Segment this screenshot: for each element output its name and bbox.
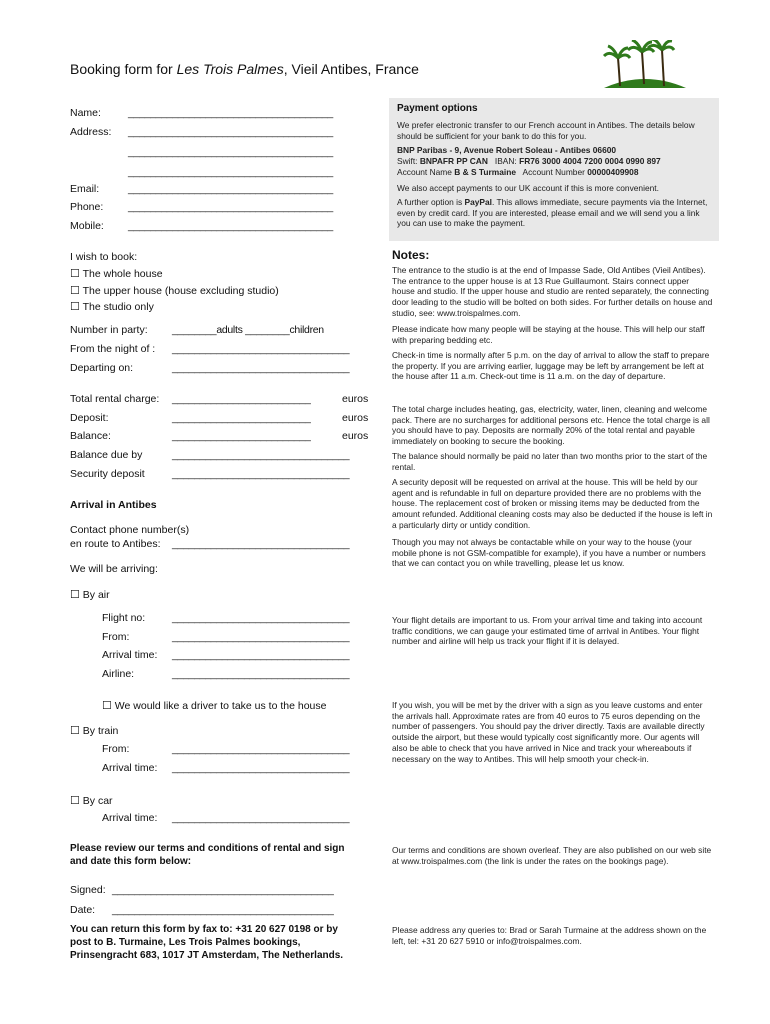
contact-phone-field[interactable]: ________________________________ [172, 538, 350, 550]
note-queries: Please address any queries to: Brad or Sarah Turmaine at the address shown on the left, tel: +31 20 627 5910 or info@troispalmes.com. [392, 925, 707, 946]
note-party: Please indicate how many people will be staying at the house. This will help our staff with preparing bedding etc. [392, 324, 705, 345]
payment-options-box [389, 98, 719, 241]
deposit-label: Deposit: [70, 412, 109, 424]
car-arrival-label: Arrival time: [102, 812, 158, 824]
book-intro: I wish to book: [70, 251, 138, 263]
security-label: Security deposit [70, 468, 145, 480]
option-studio[interactable]: ☐ The studio only [70, 301, 154, 313]
deposit-field[interactable]: _________________________ [172, 412, 311, 424]
notes-heading: Notes: [392, 248, 430, 262]
date-field[interactable]: ________________________________________ [112, 904, 334, 916]
flight-arrival-label: Arrival time: [102, 649, 158, 661]
phone-label: Phone: [70, 201, 104, 213]
airline-field[interactable]: ________________________________ [172, 668, 350, 680]
return-line-2: post to B. Turmaine, Les Trois Palmes bookings, [70, 937, 301, 948]
swift-iban-line: Swift: BNPAFR PP CAN IBAN: FR76 3000 4004 7200 0004 0990 897 [397, 156, 661, 166]
name-label: Name: [70, 107, 101, 119]
payment-intro: We prefer electronic transfer to our French account in Antibes. The details below should be sufficient for your bank to do this for you. [397, 120, 695, 141]
option-whole-house[interactable]: ☐ The whole house [70, 268, 163, 280]
balance-label: Balance: [70, 430, 111, 442]
uk-account-note: We also accept payments to our UK account if this is more convenient. [397, 183, 659, 193]
checkbox-icon[interactable]: ☐ [70, 268, 80, 280]
payment-heading: Payment options [397, 103, 478, 114]
return-line-3: Prinsengracht 683, 1017 JT Amsterdam, The Netherlands. [70, 950, 344, 961]
balance-euros: euros [342, 430, 369, 442]
return-line-1: You can return this form by fax to: +31 20 627 0198 or by [70, 924, 338, 935]
address-label: Address: [70, 126, 112, 138]
checkbox-icon[interactable]: ☐ [70, 589, 80, 601]
mobile-field[interactable]: _____________________________________ [128, 220, 333, 232]
email-label: Email: [70, 183, 100, 195]
departing-field[interactable]: ________________________________ [172, 362, 350, 374]
balance-field[interactable]: _________________________ [172, 430, 311, 442]
date-label: Date: [70, 904, 96, 916]
address-field-2[interactable]: _____________________________________ [128, 146, 333, 158]
train-arrival-field[interactable]: ________________________________ [172, 762, 350, 774]
flight-from-field[interactable]: ________________________________ [172, 631, 350, 643]
airline-label: Airline: [102, 668, 135, 680]
party-field[interactable]: ________adults ________children [172, 324, 324, 336]
flight-from-label: From: [102, 631, 130, 643]
flight-no-field[interactable]: ________________________________ [172, 612, 350, 624]
note-balance: The balance should normally be paid no later than two months prior to the start of the rental. [392, 451, 708, 472]
email-field[interactable]: _____________________________________ [128, 183, 333, 195]
from-night-label: From the night of : [70, 343, 156, 355]
signed-label: Signed: [70, 884, 106, 896]
checkbox-icon[interactable]: ☐ [70, 285, 80, 297]
checkbox-icon[interactable]: ☐ [70, 301, 80, 313]
note-security: A security deposit will be requested on arrival at the house. This will be held by our agent and is refundable in full on departure provided there are no problems with the house. The replacement cost of broken or missing items may be deducted from the amount refunded. Additional cleaning costs may also be deducted if the house is left in a particularly dirty or untidy condition. [392, 477, 713, 530]
note-flight: Your flight details are important to us. From your arrival time and taking into account traffic conditions, we can gauge your estimated time of arrival in Antibes. Your flight number and airline will help us track your flight if it is delayed. [392, 615, 703, 647]
contact-phone-label-2: en route to Antibes: [70, 538, 161, 550]
total-euros: euros [342, 393, 369, 405]
account-line: Account Name B & S Turmaine Account Number 00000409908 [397, 167, 639, 177]
checkbox-icon[interactable]: ☐ [70, 725, 80, 737]
address-field-3[interactable]: _____________________________________ [128, 166, 333, 178]
security-field[interactable]: ________________________________ [172, 468, 350, 480]
note-entrance: The entrance to the studio is at the end of Impasse Sade, Old Antibes (Vieil Antibes). The entrance to the upper house is at 13 Rue Guillaumont. Stairs connect upper house and studio. If the upper house and studio are rented separately, the connecting door leading to the studio will be bolted on both sides. For further details on house and studio, see: www.troispalmes.com. [392, 265, 713, 318]
departing-label: Departing on: [70, 362, 134, 374]
phone-field[interactable]: _____________________________________ [128, 201, 333, 213]
option-by-car[interactable]: ☐ By car [70, 795, 113, 807]
deposit-euros: euros [342, 412, 369, 424]
flight-arrival-field[interactable]: ________________________________ [172, 649, 350, 661]
balance-due-label: Balance due by [70, 449, 143, 461]
note-driver: If you wish, you will be met by the driver with a sign as you leave customs and enter the arrivals hall. Approximate rates are from 40 euros to 75 euros depending on the number of passengers. You should pay the driver directly. Taxis are available directly outside the airport, but these would typically cost significantly more. Our agents will also be able to check that you have arrived in Nice and track your whereabouts if necessary on the way to Antibes. This will help smooth your check-in. [392, 700, 705, 764]
arriving-label: We will be arriving: [70, 563, 158, 575]
name-field[interactable]: _____________________________________ [128, 107, 333, 119]
train-from-field[interactable]: ________________________________ [172, 743, 350, 755]
mobile-label: Mobile: [70, 220, 104, 232]
flight-no-label: Flight no: [102, 612, 146, 624]
total-label: Total rental charge: [70, 393, 160, 405]
note-contact: Though you may not always be contactable while on your way to the house (your mobile phone is not GSM-compatible for example), if you have a number or numbers that we can contact you on while travelling, please let us know. [392, 537, 706, 569]
balance-due-field[interactable]: ________________________________ [172, 449, 350, 461]
terms-line-1: Please review our terms and conditions of rental and sign [70, 843, 345, 854]
train-from-label: From: [102, 743, 130, 755]
arrival-heading: Arrival in Antibes [70, 499, 157, 511]
option-driver[interactable]: ☐ We would like a driver to take us to the house [102, 700, 327, 712]
note-total-charge: The total charge includes heating, gas, electricity, water, linen, cleaning and welcome pack. There are no surcharges for additional persons etc. Hence the total charge is all you should have to pay. Deposits are normally 20% of the total rental and payable immediately on booking to secure the booking. [392, 404, 710, 447]
contact-phone-label-1: Contact phone number(s) [70, 524, 190, 536]
terms-line-2: and date this form below: [70, 856, 192, 867]
party-label: Number in party: [70, 324, 148, 336]
option-by-train[interactable]: ☐ By train [70, 725, 119, 737]
total-field[interactable]: _________________________ [172, 393, 311, 405]
note-checkin: Check-in time is normally after 5 p.m. on the day of arrival to allow the staff to prepare the property. If you are arriving earlier, luggage may be left by arrangement be left at the house after 11 a.m. Check-out time is 11 a.m. on the day of departure. [392, 350, 710, 382]
checkbox-icon[interactable]: ☐ [70, 795, 80, 807]
train-arrival-label: Arrival time: [102, 762, 158, 774]
option-upper-house[interactable]: ☐ The upper house (house excluding studio) [70, 285, 279, 297]
car-arrival-field[interactable]: ________________________________ [172, 812, 350, 824]
palm-trees-logo [600, 40, 690, 90]
paypal-note: A further option is PayPal. This allows immediate, secure payments via the Internet, even by credit card. If you are interested, please email and we will send you a link you can use to make the payment. [397, 197, 708, 229]
address-field-1[interactable]: _____________________________________ [128, 126, 333, 138]
option-by-air[interactable]: ☐ By air [70, 589, 110, 601]
from-night-field[interactable]: ________________________________ [172, 343, 350, 355]
checkbox-icon[interactable]: ☐ [102, 700, 112, 712]
signed-field[interactable]: ________________________________________ [112, 884, 334, 896]
bank-line: BNP Paribas - 9, Avenue Robert Soleau - Antibes 06600 [397, 145, 617, 155]
page-title: Booking form for Les Trois Palmes, Vieil Antibes, France [70, 61, 419, 77]
note-terms: Our terms and conditions are shown overleaf. They are also published on our web site at www.troispalmes.com (the link is under the rates on the bookings page). [392, 845, 712, 866]
